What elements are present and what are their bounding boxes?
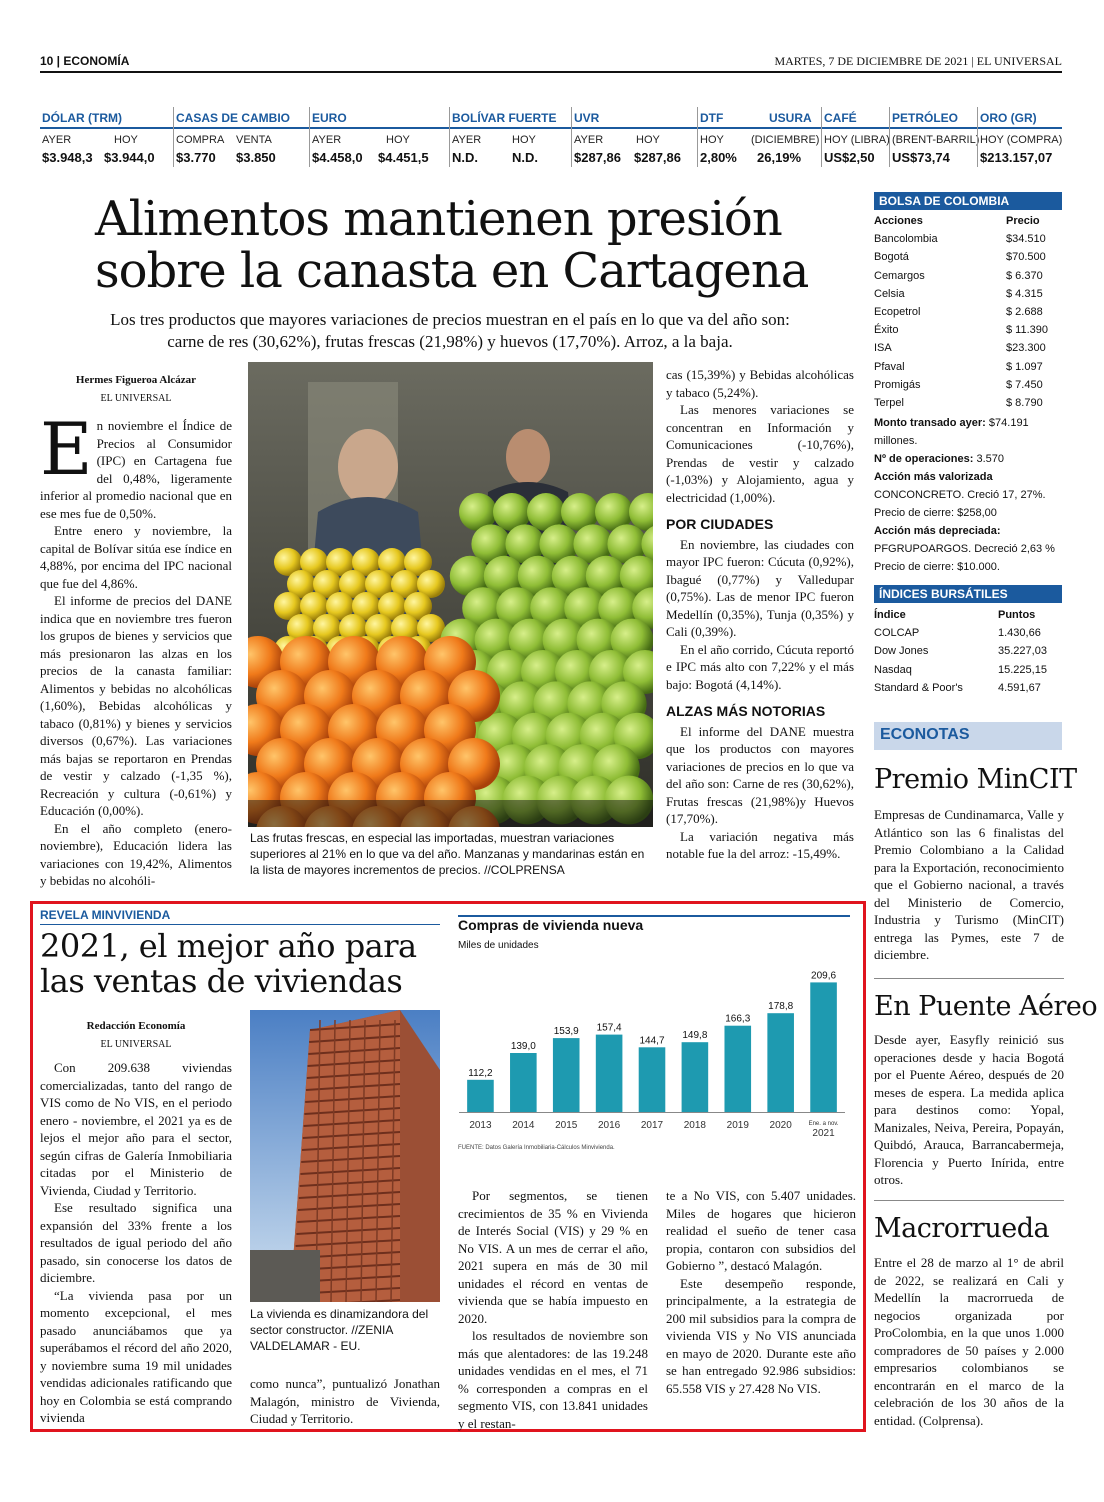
- cell: COLCAP: [874, 627, 920, 640]
- summary-value: PFGRUPOARGOS. Decreció 2,63 %: [874, 543, 1055, 555]
- edition-date: MARTES, 7 DE DICIEMBRE DE 2021 | EL UNIVERSAL: [774, 54, 1062, 68]
- tick-label: 2013: [469, 1120, 492, 1131]
- data-label: 178,8: [768, 1001, 794, 1013]
- table-row: [874, 376, 1062, 394]
- ticker-casas: [173, 107, 309, 167]
- photo-caption: La vivienda es dinamizandora del sector constructor. //ZENIA VALDELAMAR - EU.: [250, 1307, 429, 1353]
- table-row: [874, 321, 1062, 339]
- section-subtitle: POR CIUDADES: [666, 516, 774, 532]
- chart-bar: [553, 1038, 580, 1112]
- ticker-value: $213.157,07: [980, 150, 1053, 165]
- cell: ISA: [874, 342, 892, 355]
- tick-label: 2018: [683, 1120, 707, 1131]
- ticker-value: $287,86: [574, 150, 621, 165]
- paragraph: Entre enero y noviembre, la capital de Bolívar sitúa ese índice en 4,88%, por encima del IPC nacional que fue del 4,86%.: [40, 523, 232, 591]
- fruit-market-photo: [248, 362, 653, 827]
- ticker-title: DTF: [700, 111, 724, 125]
- table-header: [874, 212, 1062, 230]
- paragraph: “La vivienda pasa por un momento excepcional, el mes pasado anunciábamos que ya superábamos el récord del año 2020, y noviembre suma 19 mil unidades vendidas adicionales ratificando que hoy en Colombia se está comprando vivienda: [40, 1287, 232, 1425]
- cell: $34.510: [1006, 233, 1046, 246]
- table-row: [874, 267, 1062, 285]
- ticker-title: DÓLAR (TRM): [42, 111, 122, 125]
- brief-text: Empresas de Cundinamarca, Valle y Atlántico son las 6 finalistas del Premio Colombiano a la Calidad para la Exportación, reconocimiento que el Gobierno nacional, a través del Ministerio de Comercio, Industria y Turismo (MinCIT) entrega las Pymes, este 7 de diciembre.: [874, 807, 1064, 962]
- paragraph: te a No VIS, con 5.407 unidades. Miles de hogares que hicieron realidad el sueño de tener casa propia, contaron con subsidios del Gobierno ”, destacó Malagón.: [666, 1188, 856, 1273]
- page-title: [95, 193, 815, 297]
- data-label: 144,7: [639, 1035, 665, 1047]
- ticker-value: $3.944,0: [104, 150, 155, 165]
- summary-value: CONCONCRETO. Creció 17, 27%.: [874, 489, 1046, 501]
- header-cell: Puntos: [998, 609, 1036, 621]
- ticker-oro: [977, 107, 1062, 167]
- chart-bar: [639, 1047, 666, 1112]
- table-row: [874, 624, 1062, 642]
- building-photo: [250, 1010, 440, 1302]
- ticker-value: 2,80%: [700, 150, 737, 165]
- ticker-sub: (DICIEMBRE): [751, 134, 820, 146]
- market-ticker: [40, 107, 1062, 167]
- chart-title: Compras de vivienda nueva: [458, 917, 644, 933]
- data-label: 209,6: [811, 970, 837, 982]
- headline-line: 2021, el mejor año para: [40, 927, 417, 965]
- table-header: [874, 606, 1062, 624]
- summary-label: Nº de operaciones:: [874, 453, 974, 465]
- paragraph: En noviembre, las ciudades con mayor IPC fueron: Cúcuta (0,92%), Ibagué (0,77%) y Valledupar (0,75%). Las de menor IPC fueron Medellín (0,35%), Tunja (0,35%) y Cali (0,39%).: [666, 536, 854, 639]
- summary-value: $74.191 millones.: [874, 417, 1029, 447]
- cell: $ 6.370: [1006, 269, 1043, 282]
- paragraph: En el año corrido, Cúcuta reportó e IPC más alto con 7,22% y el más bajo: Bogotá (4,14%).: [666, 641, 854, 692]
- chart-bar: [510, 1053, 537, 1112]
- ticker-value: $3.948,3: [42, 150, 93, 165]
- byline-name: Redacción Economía: [86, 1020, 186, 1032]
- ticker-title: CASAS DE CAMBIO: [176, 111, 291, 125]
- ticker-sub: HOY: [386, 134, 410, 146]
- cell: $ 7.450: [1006, 378, 1043, 391]
- table-row: [874, 358, 1062, 376]
- indices-title: ÍNDICES BURSÁTILES: [874, 585, 1062, 603]
- article-column-1: [40, 372, 232, 890]
- headline-line: las ventas de viviendas: [40, 962, 403, 1000]
- cell: Standard & Poor's: [874, 681, 963, 694]
- cell: $ 8.790: [1006, 396, 1043, 409]
- econotas-banner: ECONOTAS: [874, 722, 1062, 750]
- kicker-rule: [40, 924, 440, 925]
- ticker-value: $4.458,0: [312, 150, 363, 165]
- header-rule: [40, 71, 1062, 73]
- headline-line: sobre la canasta en Cartagena: [95, 243, 809, 299]
- ticker-value: N.D.: [452, 150, 478, 165]
- ticker-sub: AYER: [452, 134, 482, 146]
- bar-chart: [455, 950, 850, 1145]
- chart-bar: [767, 1013, 794, 1112]
- byline-org: EL UNIVERSAL: [100, 392, 172, 404]
- paragraph: En el año completo (enero-noviembre), Educación lidera las variaciones con 19,42%, Alimentos y bebidas no alcohóli-: [40, 820, 232, 888]
- bolsa-table: [874, 212, 1062, 412]
- article-column-3: [666, 366, 854, 863]
- data-label: 157,4: [596, 1022, 622, 1034]
- subheadline: Los tres productos que mayores variaciones de precios muestran en el país en lo que va del año son: carne de res (30,62%), frutas frescas (21,98%) y huevos (17,70%). Arroz, a la baja.: [110, 310, 790, 351]
- paragraph: La variación negativa más notable fue la del arroz: -15,49%.: [666, 828, 854, 861]
- cell: Pfaval: [874, 360, 905, 373]
- tick-label: 2020: [769, 1120, 792, 1131]
- byline-org: EL UNIVERSAL: [100, 1038, 172, 1050]
- paragraph-text: n noviembre el Índice de Precios al Consumidor (IPC) en Cartagena fue del 0,48%, ligeramente inferior al promedio nacional que en ese mes fue de 0,50%.: [40, 418, 232, 521]
- summary-label: Acción más depreciada:: [874, 525, 1001, 537]
- byline-name: Hermes Figueroa Alcázar: [75, 374, 197, 386]
- cell: Ecopetrol: [874, 305, 921, 318]
- ticker-value: $3.850: [236, 150, 276, 165]
- kicker: REVELA MINVIVIENDA: [40, 908, 171, 922]
- paragraph: cas (15,39%) y Bebidas alcohólicas y tabaco (5,24%).: [666, 367, 854, 400]
- chart-bar: [724, 1026, 751, 1112]
- paragraph: El informe del DANE muestra que los productos con mayores variaciones de precios en lo que va del año son: Carne de res (30,62%), Frutas frescas (21,98%)y Huevos (17,70%).: [666, 723, 854, 826]
- cell: Éxito: [874, 324, 899, 337]
- table-row: [874, 285, 1062, 303]
- ticker-dolar: [40, 107, 173, 167]
- cell: $ 1.097: [1006, 360, 1043, 373]
- header-cell: Índice: [874, 609, 906, 621]
- data-label: 149,8: [682, 1030, 708, 1042]
- cell: 1.430,66: [998, 627, 1041, 640]
- building-image: [250, 1010, 440, 1302]
- cell: Cemargos: [874, 269, 925, 282]
- summary-line: [874, 450, 1064, 468]
- ticker-dtf: [697, 107, 749, 167]
- ticker-value: $4.451,5: [378, 150, 429, 165]
- ticker-title: UVR: [574, 111, 600, 125]
- tick-label: 2014: [512, 1120, 535, 1131]
- cell: $70.500: [1006, 251, 1046, 264]
- data-label: 166,3: [725, 1013, 751, 1025]
- ticker-euro: [309, 107, 449, 167]
- ticker-uvr: [571, 107, 697, 167]
- chart-source: FUENTE: Datos Galería Inmobiliaria-Cálculos Minvivienda.: [458, 1145, 615, 1151]
- summary-label: Acción más valorizada: [874, 471, 993, 483]
- paragraph: Ese resultado significa una expansión del 33% frente a los resultados de igual periodo del año pasado, sin conocerse los datos de diciembre.: [40, 1200, 232, 1285]
- cell: Dow Jones: [874, 645, 929, 658]
- tick-label: 2015: [555, 1120, 578, 1131]
- paragraph: Este desempeño responde, principalmente, a la estrategia de 200 mil subsidios para la compra de vivienda VIS y No VIS anunciada en mayo de 2020. Durante este año se han entregado 92.986 subsidios: 65.558 VIS y 27.428 No VIS.: [666, 1275, 856, 1396]
- ticker-usura: [749, 107, 821, 167]
- brief-text: Desde ayer, Easyfly reinició sus operaciones desde y hacia Bogotá por el Puente Aéreo, después de 20 meses de espera. La medida aplica para destinos como: Yopal, Manizales, Neiva, Pereira, Popayán, Quibdó, Arauca, Barrancabermeja, Florencia y Puerto Inírida, entre otros.: [874, 1032, 1064, 1187]
- paragraph: Por segmentos, se tienen crecimientos de 35 % en Vivienda de Interés Social (VIS) y 29 % en No VIS. A un mes de cerrar el año, 2021 supera en más de 30 mil unidades el récord en ventas de vivienda que se había impuesto en 2020.: [458, 1188, 648, 1326]
- cell: Bogotá: [874, 251, 909, 264]
- paragraph: los resultados de noviembre son más que alentadores: de las 19.248 unidades vendidas en el mes, el 71 % corresponden a compras en el segmento VIS, con 13.841 unidades y el restan-: [458, 1328, 648, 1431]
- ticker-value: US$73,74: [892, 150, 950, 165]
- summary-label: Monto transado ayer:: [874, 417, 986, 429]
- ticker-sub: (BRENT-BARRIL): [892, 134, 980, 146]
- chart-bar: [467, 1080, 494, 1112]
- article2-column-4: [666, 1187, 856, 1397]
- cell: Terpel: [874, 396, 904, 409]
- cell: 15.225,15: [998, 663, 1047, 676]
- chart-bar: [682, 1042, 709, 1112]
- ticker-sub: HOY: [700, 134, 724, 146]
- fruit-market-image: [248, 362, 653, 827]
- ticker-title: ORO (GR): [980, 111, 1037, 125]
- headline-line: Alimentos mantienen presión: [95, 191, 782, 247]
- ticker-sub: HOY: [114, 134, 138, 146]
- ticker-sub: HOY (LIBRA): [824, 134, 890, 146]
- ticker-sub: VENTA: [236, 134, 272, 146]
- ticker-value: $3.770: [176, 150, 216, 165]
- cell: Celsia: [874, 287, 905, 300]
- summary-value: 3.570: [973, 453, 1004, 465]
- ticker-sub: HOY (COMPRA): [980, 134, 1063, 146]
- ticker-sub: HOY: [636, 134, 660, 146]
- table-row: [874, 303, 1062, 321]
- article2-column-3: [458, 1187, 648, 1432]
- chart-subtitle: Miles de unidades: [458, 940, 539, 951]
- section-subtitle: ALZAS MÁS NOTORIAS: [666, 703, 826, 719]
- section-label: 10 | ECONOMÍA: [40, 54, 130, 68]
- summary-value: Precio de cierre: $258,00: [874, 507, 997, 519]
- paragraph: Con 209.638 viviendas comercializadas, tanto del rango de VIS como de No VIS, en el periodo enero - noviembre, el 2021 ya es de lejos el mejor año para el sector, según cifras de Galería Inmobiliaria citadas por el Ministerio de Vivienda, Ciudad y Territorio.: [40, 1060, 232, 1198]
- bolsa-summary: [874, 414, 1064, 576]
- ticker-petroleo: [889, 107, 980, 167]
- photo-caption: Las frutas frescas, en especial las importadas, muestran variaciones superiores al 21% en lo que va del año. Manzanas y mandarinas están en la lista de mayores incrementos de precios. //COLPRENSA: [250, 831, 645, 877]
- ticker-title: BOLÍVAR FUERTE: [452, 111, 557, 125]
- tick-label: 2017: [640, 1120, 664, 1131]
- ticker-title: USURA: [769, 111, 812, 125]
- article2-column-1: [40, 1018, 232, 1427]
- brief-headline: Premio MinCIT: [874, 764, 1077, 795]
- table-row: [874, 642, 1062, 660]
- ticker-title: EURO: [312, 111, 347, 125]
- paragraph: como nunca”, puntualizó Jonathan Malagón, ministro de Vivienda, Ciudad y Territorio.: [250, 1376, 440, 1426]
- cell: 35.227,03: [998, 645, 1047, 658]
- tick-label: 2021: [812, 1128, 835, 1139]
- brief-text: Entre el 28 de marzo al 1° de abril de 2022, se realizará en Cali y Medellín la macrorrueda de negocios organizada por ProColombia, en la que unos 1.000 compradores de 50 países y 2.000 empresarios colombianos se encontrarán en el marco de la celebración de los 30 años de la entidad. (Colprensa).: [874, 1255, 1064, 1428]
- cell: 4.591,67: [998, 681, 1041, 694]
- chart-bar: [810, 982, 837, 1112]
- ticker-bolivar: [449, 107, 571, 167]
- article2-column-2: [250, 1375, 440, 1428]
- indices-table: [874, 606, 1062, 697]
- ticker-sub: AYER: [574, 134, 604, 146]
- ticker-value: 26,19%: [757, 150, 802, 165]
- tick-label: 2019: [726, 1120, 749, 1131]
- chart-bar: [596, 1035, 623, 1112]
- brief-divider: [874, 1200, 1064, 1201]
- ticker-value: $287,86: [634, 150, 681, 165]
- bolsa-title: BOLSA DE COLOMBIA: [874, 192, 1062, 210]
- cell: $ 4.315: [1006, 287, 1043, 300]
- cell: $23.300: [1006, 342, 1046, 355]
- table-row: [874, 248, 1062, 266]
- cell: $ 11.390: [1006, 324, 1049, 337]
- paragraph: Las menores variaciones se concentran en Información y Comunicaciones (-10,76%), Prendas de vestir y calzado (-1,03%) y Alojamiento, agua y electricidad (1,00%).: [666, 402, 854, 505]
- table-row: [874, 394, 1062, 412]
- ticker-sub: AYER: [42, 134, 72, 146]
- brief-divider: [874, 978, 1064, 979]
- brief-headline: En Puente Aéreo: [874, 991, 1098, 1022]
- ticker-title: CAFÉ: [824, 111, 857, 125]
- summary-line: [874, 414, 1064, 450]
- ticker-title: PETRÓLEO: [892, 111, 959, 125]
- tick-label: Ene. a nov.: [808, 1121, 839, 1127]
- dropcap: E: [40, 407, 93, 491]
- ticker-sub: HOY: [512, 134, 536, 146]
- header-cell: Precio: [1006, 215, 1040, 227]
- summary-value: Precio de cierre: $10.000.: [874, 561, 1000, 573]
- data-label: 139,0: [510, 1041, 536, 1052]
- paragraph: [40, 407, 232, 522]
- data-label: 153,9: [553, 1026, 579, 1038]
- ticker-cafe: [821, 107, 889, 167]
- table-row: [874, 679, 1062, 697]
- header-cell: Acciones: [874, 215, 923, 227]
- data-label: 112,2: [468, 1067, 493, 1079]
- paragraph: El informe de precios del DANE indica que en noviembre tres fueron los grupos de bienes y servicios que más presionaron las alzas en los precios de la canasta familiar: Alimentos y bebidas no alcohólicas (1,60%), Bebidas alcohólicas y tabaco (0,81%) y bienes y servicios diversos (0,67%). Las variaciones más bajas se reportaron en Prendas de vestir y calzado (-1,35 %), Recreación y cultura (-0,61%) y Educación (0,00%).: [40, 593, 232, 818]
- brief-headline: Macrorrueda: [874, 1213, 1050, 1244]
- ticker-value: US$2,50: [824, 150, 875, 165]
- tick-label: 2016: [597, 1120, 621, 1131]
- cell: $ 2.688: [1006, 305, 1043, 318]
- cell: Promigás: [874, 378, 921, 391]
- article-headline: [40, 929, 440, 999]
- table-row: [874, 661, 1062, 679]
- cell: Bancolombia: [874, 233, 938, 246]
- table-row: [874, 339, 1062, 357]
- cell: Nasdaq: [874, 663, 912, 676]
- ticker-sub: COMPRA: [176, 134, 225, 146]
- table-row: [874, 230, 1062, 248]
- ticker-sub: AYER: [312, 134, 342, 146]
- ticker-value: N.D.: [512, 150, 538, 165]
